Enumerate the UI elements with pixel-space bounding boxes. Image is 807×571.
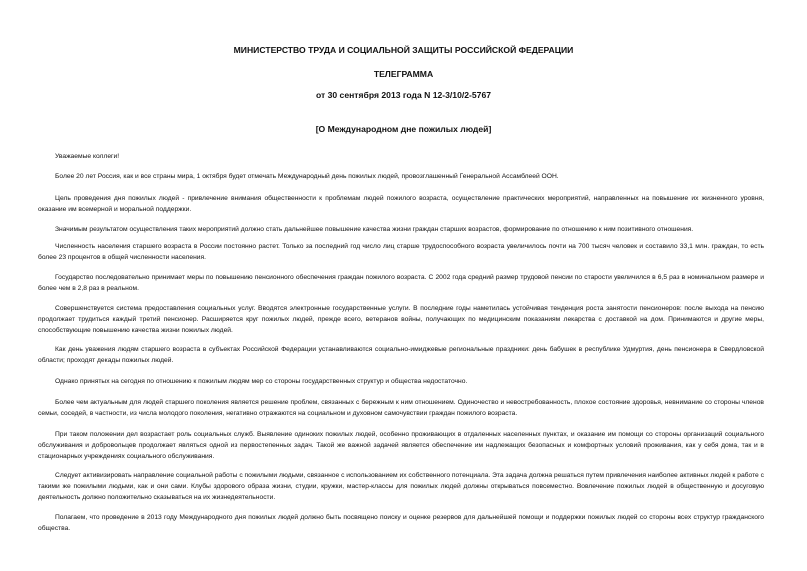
- paragraph: Следует активизировать направление социальной работы с пожилыми людьми, связанное с использованием их собственного потенциала. Эта задача должна решаться путем привлечения наиболее активных людей к работе с такими же пожилыми людьми, как и они сами. Клубы здорового образа жизни, студии, кружки, мастер-классы для пожилых людей должны открываться повсеместно. Вовлечение пожилых людей в общественную и досуговую деятельность должно положительно сказываться на их жизнедеятельности.: [38, 472, 764, 501]
- paragraph: Цель проведения дня пожилых людей - привлечение внимания общественности к проблемам людей пожилого возраста, осуществление практических мероприятий, направленных на повышение их жизненного уровня, оказание им всемерной и моральной поддержки.: [38, 195, 764, 213]
- paragraph: Значимым результатом осуществления таких мероприятий должно стать дальнейшее повышение качества жизни граждан старших возрастов, формирование по отношению к ним позитивного отношения.: [55, 226, 694, 233]
- paragraph: Совершенствуется система предоставления социальных услуг. Вводятся электронные государственные услуги. В последние годы наметилась устойчивая тенденция роста занятости пенсионеров: после выхода на пенсию продолжает трудиться каждый третий пенсионер. Расширяется круг пожилых людей, прежде всего, ветеранов войны, получающих по медицинским показаниям лекарства с доставкой на дом. Принимаются и другие меры, способствующие повышению качества жизни пожилых людей.: [38, 305, 764, 334]
- document-number: от 30 сентября 2013 года N 12-3/10/2-5767: [315, 90, 491, 100]
- paragraph: Государство последовательно принимает меры по повышению пенсионного обеспечения граждан пожилого возраста. С 2002 года средний размер трудовой пенсии по старости увеличился в 6,5 раз в номинальном размере и более чем в 2,8 раз в реальном.: [38, 274, 764, 292]
- paragraph: Более чем актуальным для людей старшего поколения является решение проблем, связанных с бережным к ним отношением. Одиночество и невостребованность, плохое состояние здоровья, невнимание со стороны членов семьи, соседей, в частности, из числа молодого поколения, негативно отражаются на социальном и духовном самочувствии граждан пожилого возраста.: [38, 399, 764, 417]
- paragraph: При таком положении дел возрастает роль социальных служб. Выявление одиноких пожилых людей, особенно проживающих в отдаленных населенных пунктах, и оказание им помощи со стороны организаций социального обслуживания и добровольцев продолжает являться одной из первостепенных задач. Такой же важной задачей является обеспечение им надлежащих безопасных и комфортных условий проживания, как у себя дома, так и в стационарных учреждениях социального обслуживания.: [38, 431, 764, 460]
- greeting: Уважаемые коллеги!: [55, 153, 120, 160]
- paragraph: Однако принятых на сегодня по отношению к пожилым людям мер со стороны государственных структур и общества недостаточно.: [55, 378, 468, 385]
- ministry-heading: МИНИСТЕРСТВО ТРУДА И СОЦИАЛЬНОЙ ЗАЩИТЫ РОССИЙСКОЙ ФЕДЕРАЦИИ: [233, 45, 574, 55]
- paragraph: Более 20 лет Россия, как и все страны мира, 1 октября будет отмечать Международный день пожилых людей, провозглашенный Генеральной Ассамблеей ООН.: [55, 173, 559, 180]
- paragraph: Численность населения старшего возраста в России постоянно растет. Только за последний год число лиц старше трудоспособного возраста увеличилось почти на 700 тысяч человек и составило 33,1 млн. граждан, то есть более 23 процентов в общей численности населения.: [38, 243, 764, 261]
- paragraph: Как день уважения людям старшего возраста в субъектах Российской Федерации устанавливаются социально-имиджевые региональные праздники: день бабушек в республике Удмуртия, день пенсионера в Свердловской области; проходят декады пожилых людей.: [38, 346, 764, 364]
- document-subject: [О Международном дне пожилых людей]: [315, 124, 492, 134]
- document-type-heading: ТЕЛЕГРАММА: [373, 69, 434, 79]
- paragraph: Полагаем, что проведение в 2013 году Международного дня пожилых людей должно быть посвящено поиску и оценке резервов для дальнейшей помощи и поддержки пожилых людей со стороны всех структур гражданского общества.: [38, 514, 764, 532]
